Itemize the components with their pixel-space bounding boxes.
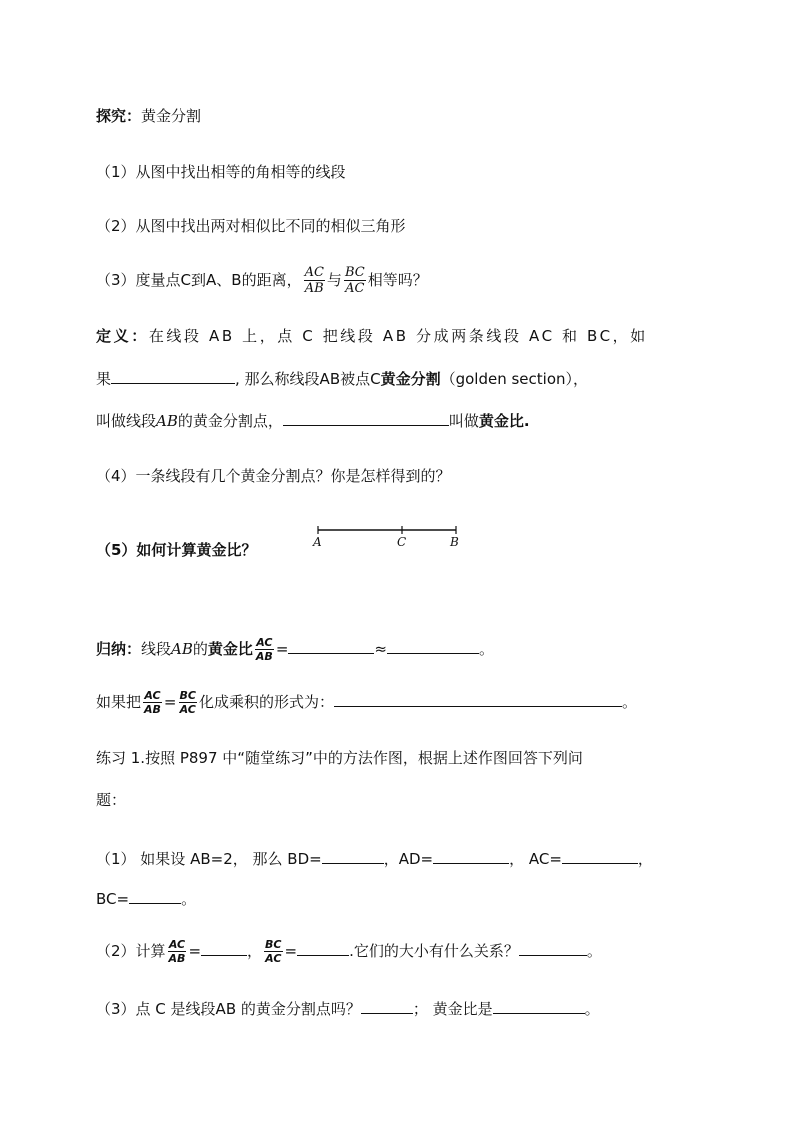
term-golden-ratio: 黄金比. <box>478 412 530 430</box>
product-line: 如果把 $\frac{AC}{AB}$ = $\frac{BC}{AC}$ 化成乘积的形式为： 。 <box>96 689 637 716</box>
q3-end: 相等吗？ <box>367 271 428 289</box>
definition-line-3: 叫做线段AB的黄金分割点， 叫做黄金比. <box>96 412 530 430</box>
section-heading <box>96 106 201 126</box>
definition-line-2: 果 , 那么称线段AB被点C黄金分割（golden section）， <box>96 370 589 388</box>
fraction-ac-ab-4: $\frac{AC}{AB}$ <box>168 938 186 965</box>
blank-golden-ratio[interactable] <box>493 998 585 1014</box>
blank-relation[interactable] <box>519 940 587 956</box>
blank-ad[interactable] <box>433 848 509 864</box>
definition-line-1 <box>96 326 648 346</box>
blank-condition[interactable] <box>111 368 235 384</box>
fraction-bc-ac: $\frac{BC}{AC}$ <box>344 265 365 296</box>
fraction-bc-ac-3: $\frac{BC}{AC}$ <box>265 938 282 965</box>
exercise-line-1: 练习 1.按照 P897 中“随堂练习”中的方法作图，根据上述作图回答下列问 <box>96 749 583 767</box>
exercise-line-2: 题： <box>96 791 127 809</box>
fraction-ac-ab: $\frac{AC}{AB}$ <box>304 265 324 296</box>
summary-label: 归纳： <box>96 640 142 658</box>
summary-line: 归纳：线段AB的黄金比 $\frac{AC}{AB}$ = ≈ 。 <box>96 636 494 663</box>
q3-text: （3）度量点C到A、B的距离， <box>96 271 302 289</box>
segment-figure <box>310 520 470 552</box>
heading-text: 黄金分割 <box>141 107 202 125</box>
exercise-q2: （2）计算 $\frac{AC}{AB}$ = ， $\frac{BC}{AC}$ = .它们的大小有什么关系？ 。 <box>96 938 602 965</box>
question-5 <box>96 540 256 560</box>
blank-product[interactable] <box>334 691 622 707</box>
fraction-ac-ab-2: $\frac{AC}{AB}$ <box>255 636 273 663</box>
label-c: C <box>397 535 407 549</box>
blank-exact[interactable] <box>288 638 374 654</box>
fraction-bc-ac-2: $\frac{BC}{AC}$ <box>179 689 196 716</box>
blank-bd[interactable] <box>322 848 384 864</box>
blank-bc[interactable] <box>129 888 181 904</box>
question-3 <box>96 262 428 298</box>
definition-text: 在线段 AB 上，点 C 把线段 AB 分成两条线段 AC 和 BC，如 <box>148 327 648 345</box>
definition-label: 定义： <box>96 327 149 345</box>
label-a: A <box>313 535 322 549</box>
blank-is-golden[interactable] <box>361 998 413 1014</box>
exercise-q1-line-1: （1） 如果设 AB=2， 那么 BD= ，AD= ， AC= ， <box>96 850 653 868</box>
question-4: （4）一条线段有几个黄金分割点？你是怎样得到的？ <box>96 467 451 485</box>
question-1: （1）从图中找出相等的角相等的线段 <box>96 163 346 181</box>
blank-ratio-1[interactable] <box>201 940 247 956</box>
blank-ratio-2[interactable] <box>297 940 349 956</box>
blank-approx[interactable] <box>387 638 479 654</box>
term-golden-section: 黄金分割 <box>380 370 441 388</box>
fraction-ac-ab-3: $\frac{AC}{AB}$ <box>144 689 161 716</box>
label-b: B <box>450 535 459 549</box>
exercise-q3: （3）点 C 是线段AB 的黄金分割点吗？ ； 黄金比是 。 <box>96 1000 600 1018</box>
question-2: （2）从图中找出两对相似比不同的相似三角形 <box>96 217 406 235</box>
blank-ratio[interactable] <box>283 410 449 426</box>
q3-and: 与 <box>326 271 342 289</box>
exercise-q1-line-2: BC= 。 <box>96 890 197 908</box>
heading-label: 探究： <box>96 107 142 125</box>
blank-ac[interactable] <box>562 848 638 864</box>
term-golden-ratio-2: 黄金比 <box>207 640 253 658</box>
q5-text: （5）如何计算黄金比？ <box>96 541 257 559</box>
